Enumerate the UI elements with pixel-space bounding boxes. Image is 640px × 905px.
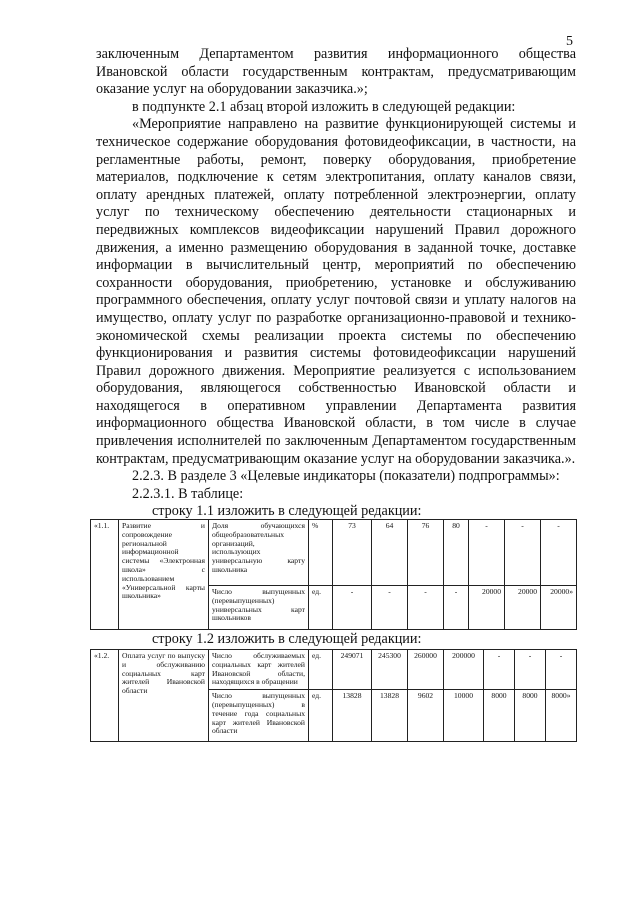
indicator-table-row-1-2 xyxy=(90,649,577,742)
value-cell: 13828 xyxy=(333,690,372,742)
unit: ед. xyxy=(309,586,333,630)
value-cell: 20000 xyxy=(505,586,541,630)
event-name: Оплата услуг по выпуску и обслуживанию социальных карт жителей Ивановской области xyxy=(119,650,209,742)
value-cell: - xyxy=(333,586,372,630)
value-cell: 73 xyxy=(333,520,372,586)
value-cell: - xyxy=(505,520,541,586)
table-row xyxy=(91,650,577,690)
indicator-name: Число обслуживаемых социальных карт жителей Ивановской области, находящихся в обращении xyxy=(209,650,309,690)
value-cell: - xyxy=(541,520,577,586)
value-cell: 80 xyxy=(444,520,469,586)
unit: ед. xyxy=(309,650,333,690)
indicator-name: Доля обучающихся общеобразовательных организаций, использующих универсальную карту школьника xyxy=(209,520,309,586)
value-cell: - xyxy=(515,650,546,690)
row-number: «1.1. xyxy=(91,520,119,630)
paragraph-in-table: 2.2.3.1. В таблице: xyxy=(132,485,244,502)
paragraph-subclause-2-1: в подпункте 2.1 абзац второй изложить в следующей редакции: xyxy=(132,98,516,115)
value-cell: 76 xyxy=(408,520,444,586)
event-name: Развитие и сопровождение региональной информационной системы «Электронная школа» с использованием «Универсальной карты школьника» xyxy=(119,520,209,630)
paragraph-event-description: «Мероприятие направлено на развитие функционирующей системы и техническое содержание оборудования фотовидеофиксации, в частности, на регламентные работы, ремонт, поверку оборудования, приобретение материалов, подключение к сетям электропитания, оплату каналов связи, оплату арендных платежей, оплату потребленной электроэнергии, оплату услуг по техническому обеспечению деятельности стационарных и передвижных комплексов видеофиксации нарушений Правил дорожного движения, а именно размещению оборудования в заданной точке, доставке информации в вычислительный центр, мероприятий по обеспечению сохранности оборудования, приобретению, установке и обслуживанию программного обеспечения, оплату услуг почтовой связи и уплату налогов на имущество, оплату услуг по разработке организационно-правовой и технико-экономической схемы реализации проекта системы по обеспечению функционирования и развития системы фотовидеофиксации нарушений Правил дорожного движения. Мероприятие реализуется с использованием оборудования, являющегося собственностью Ивановской области и находящегося в оперативном управлении Департамента развития информационного общества Ивановской области, в том числе в случае привлечения исполнителей по заключенным Департаментом государственным контрактам, предусматривающим оказание услуг на оборудовании заказчика.». xyxy=(96,116,576,467)
value-cell: 200000 xyxy=(444,650,484,690)
value-cell: - xyxy=(408,586,444,630)
row-number: «1.2. xyxy=(91,650,119,742)
value-cell: 20000» xyxy=(541,586,577,630)
value-cell: - xyxy=(546,650,577,690)
value-cell: 20000 xyxy=(469,586,505,630)
table1-heading: строку 1.1 изложить в следующей редакции: xyxy=(152,503,422,520)
table2-heading: строку 1.2 изложить в следующей редакции: xyxy=(152,631,422,647)
value-cell: 260000 xyxy=(408,650,444,690)
value-cell: - xyxy=(372,586,408,630)
body-text xyxy=(96,46,576,521)
paragraph-section-3: 2.2.3. В разделе 3 «Целевые индикаторы (показатели) подпрограммы»: xyxy=(132,468,560,485)
value-cell: 64 xyxy=(372,520,408,586)
value-cell: 245300 xyxy=(372,650,408,690)
value-cell: 8000 xyxy=(515,690,546,742)
value-cell: 9602 xyxy=(408,690,444,742)
value-cell: 10000 xyxy=(444,690,484,742)
table-row xyxy=(91,520,577,586)
value-cell: - xyxy=(484,650,515,690)
indicator-table-row-1-1 xyxy=(90,519,577,630)
page-number: 5 xyxy=(566,34,573,49)
value-cell: 13828 xyxy=(372,690,408,742)
value-cell: 8000 xyxy=(484,690,515,742)
value-cell: 8000» xyxy=(546,690,577,742)
value-cell: 249071 xyxy=(333,650,372,690)
value-cell: - xyxy=(469,520,505,586)
unit: ед. xyxy=(309,690,333,742)
value-cell: - xyxy=(444,586,469,630)
indicator-name: Число выпущенных (перевыпущенных) универсальных карт школьников xyxy=(209,586,309,630)
indicator-name: Число выпущенных (перевыпущенных) в течение года социальных карт жителей Ивановской области xyxy=(209,690,309,742)
paragraph-contract-end: заключенным Департаментом развития информационного общества Ивановской области государственным контрактам, предусматривающим оказание услуг на оборудовании заказчика.»; xyxy=(96,46,576,98)
unit: % xyxy=(309,520,333,586)
